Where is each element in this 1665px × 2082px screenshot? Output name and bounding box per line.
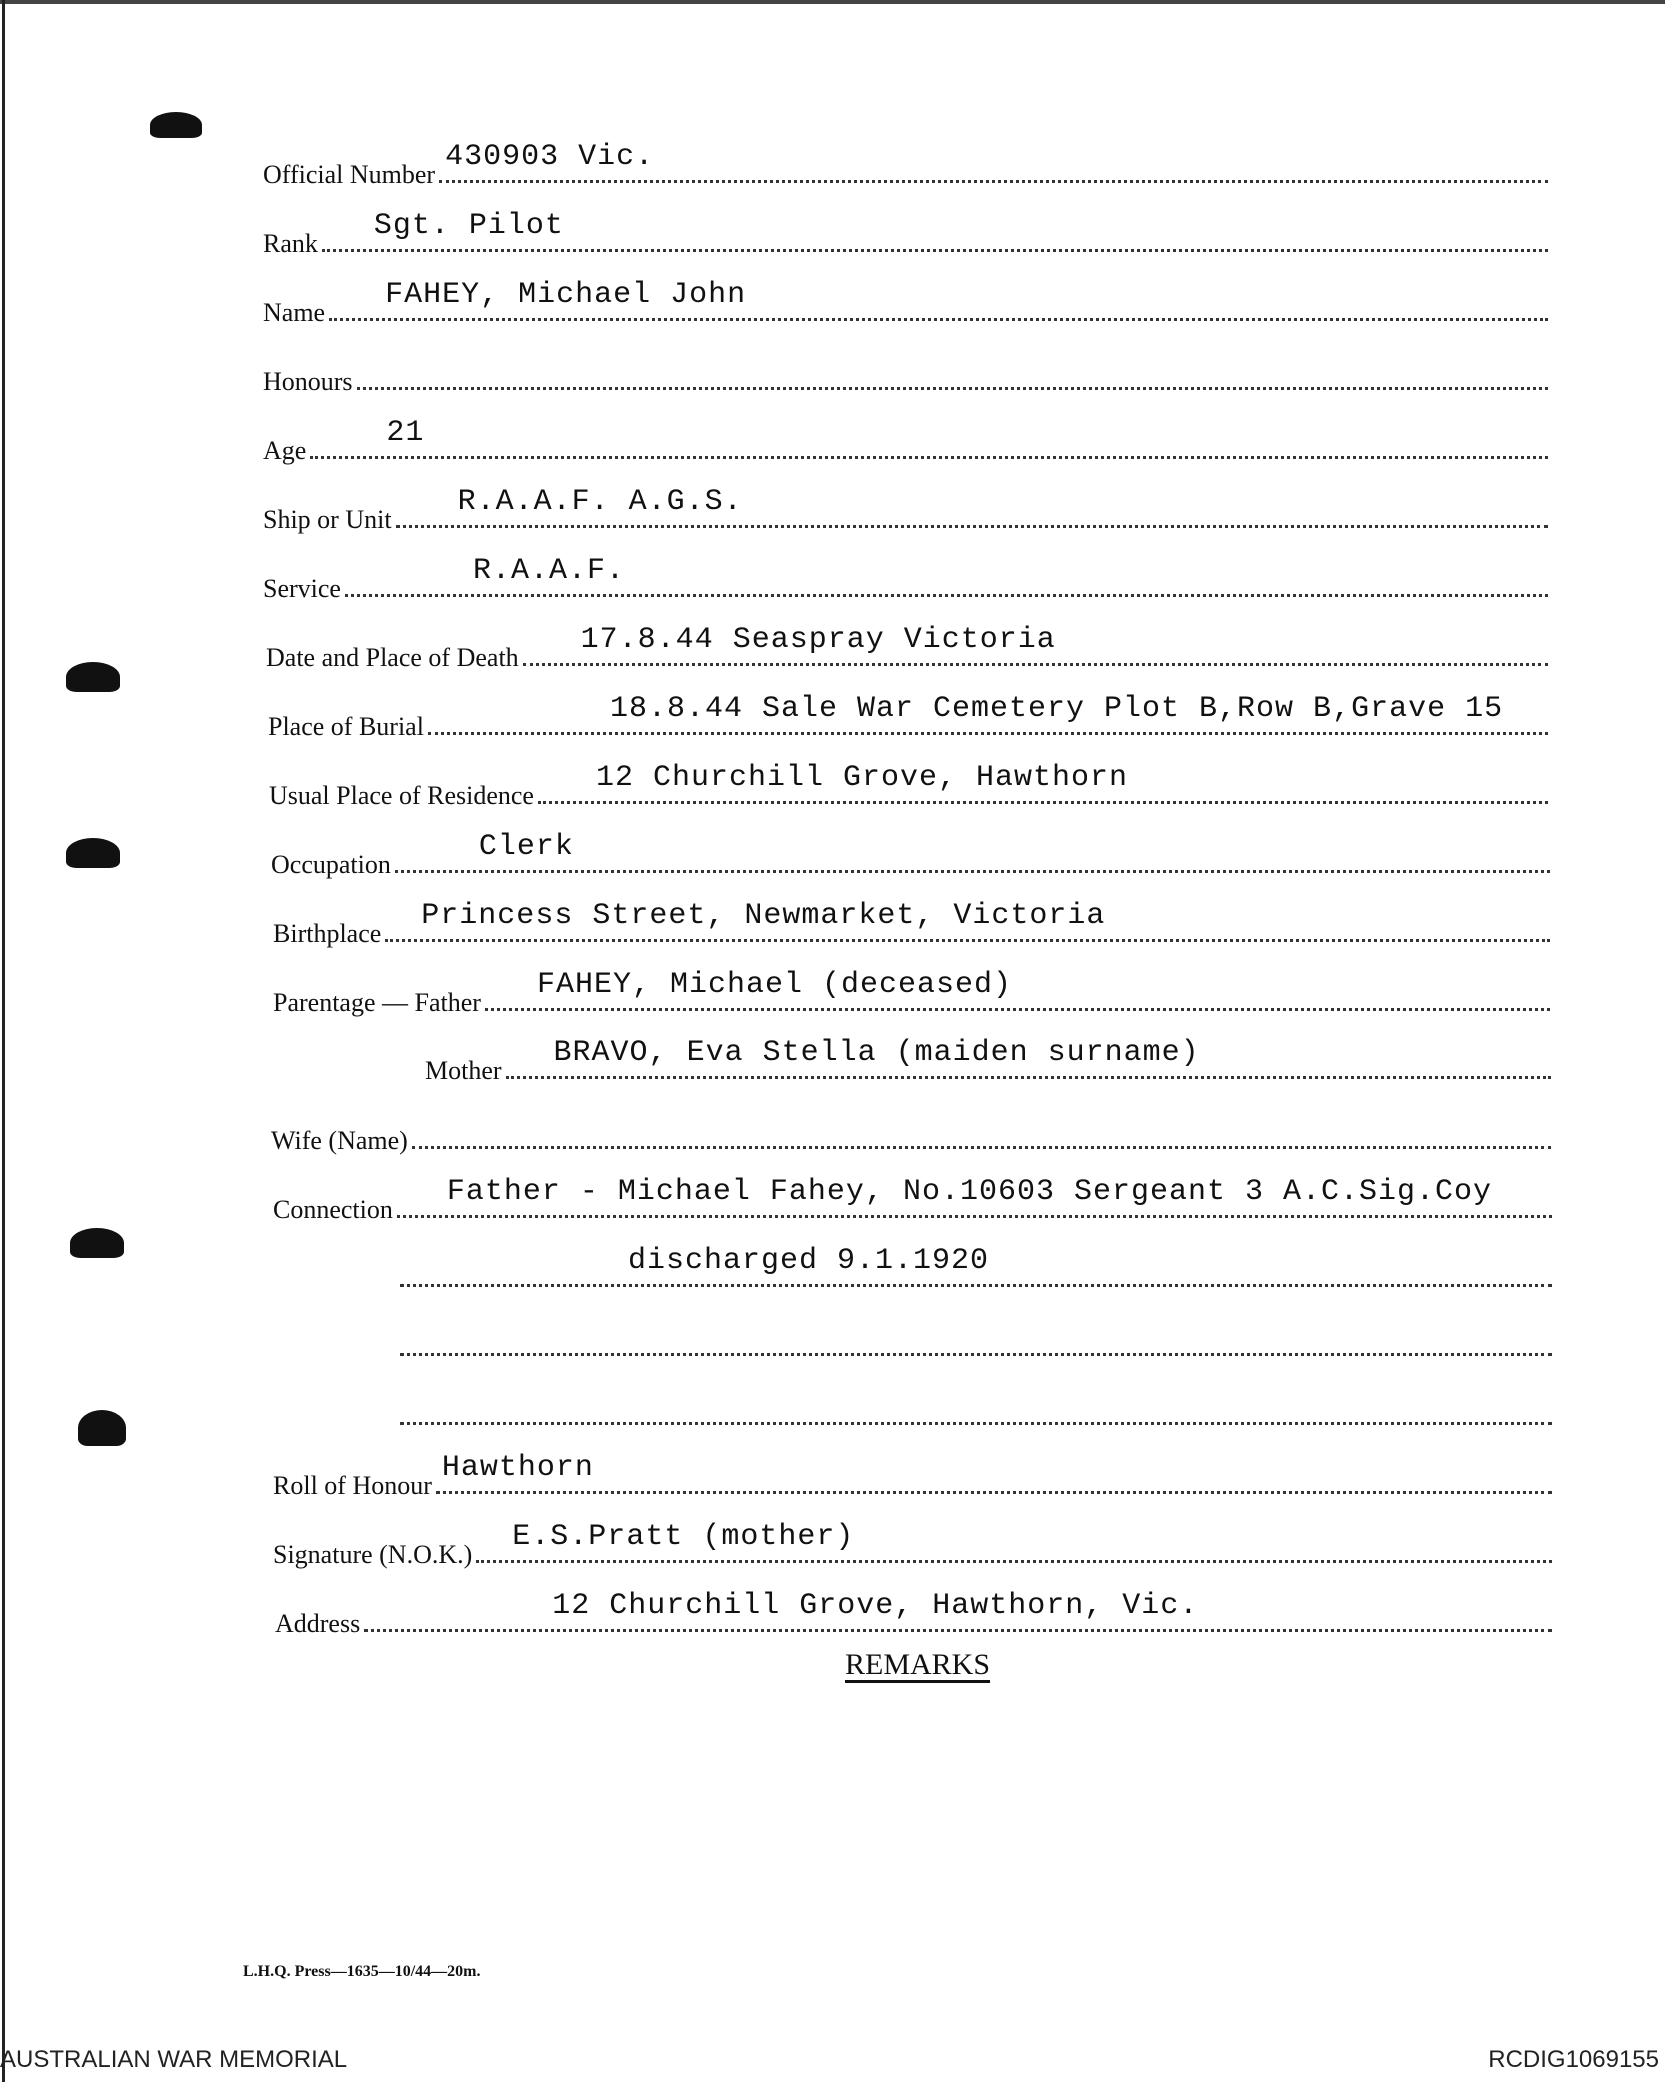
field-roll-of-honour xyxy=(273,1451,1552,1505)
field-address xyxy=(275,1589,1552,1643)
field-label: Address xyxy=(275,1609,361,1638)
field-line xyxy=(357,357,1548,390)
punch-hole-2 xyxy=(66,662,120,692)
field-name xyxy=(263,278,1548,332)
field-value: Princess Street, Newmarket, Victoria xyxy=(421,899,1106,933)
field-value: Clerk xyxy=(478,830,574,864)
field-age xyxy=(263,416,1548,470)
field-label: Honours xyxy=(263,367,353,396)
field-label: Name xyxy=(263,298,326,327)
field-place-of-burial xyxy=(268,692,1548,746)
field-line xyxy=(364,1589,1552,1632)
field-value: Hawthorn xyxy=(441,1451,594,1485)
field-line xyxy=(412,1116,1551,1149)
field-value: Sgt. Pilot xyxy=(373,209,564,243)
footer-record-id: RCDIG1069155 xyxy=(1488,2046,1659,2073)
footer-archive-name: AUSTRALIAN WAR MEMORIAL xyxy=(0,2046,348,2073)
field-line xyxy=(436,1451,1552,1494)
field-official-number xyxy=(263,140,1548,194)
field-label: Official Number xyxy=(263,160,436,189)
page-top-edge xyxy=(0,0,1665,4)
field-line xyxy=(395,830,1550,873)
field-label: Parentage — Father xyxy=(273,988,481,1017)
field-line xyxy=(400,1323,1552,1356)
field-label: Mother xyxy=(425,1056,502,1085)
field-value: 17.8.44 Seaspray Victoria xyxy=(580,623,1056,657)
field-value: FAHEY, Michael (deceased) xyxy=(536,968,1013,1002)
field-label: Roll of Honour xyxy=(273,1471,432,1500)
field-value: discharged 9.1.1920 xyxy=(628,1244,990,1278)
field-label: Connection xyxy=(273,1195,393,1224)
field-ship-or-unit xyxy=(263,485,1548,539)
field-value: BRAVO, Eva Stella (maiden surname) xyxy=(553,1036,1200,1070)
field-value: FAHEY, Michael John xyxy=(385,278,747,312)
field-value: 21 xyxy=(386,416,425,450)
field-value: E.S.Pratt (mother) xyxy=(512,1520,855,1554)
field-value: 18.8.44 Sale War Cemetery Plot B,Row B,Grave 15 xyxy=(609,692,1504,726)
field-line xyxy=(310,416,1548,459)
field-connection-line-4 xyxy=(400,1392,1552,1436)
punch-hole-4 xyxy=(70,1228,124,1258)
field-label: Occupation xyxy=(271,850,391,879)
field-label: Age xyxy=(263,436,307,465)
field-line xyxy=(385,899,1550,942)
field-line xyxy=(439,140,1548,183)
field-line xyxy=(400,1244,1552,1287)
field-line xyxy=(329,278,1548,321)
remarks-heading: REMARKS xyxy=(845,1648,991,1681)
field-line xyxy=(322,209,1548,252)
field-connection-line-3 xyxy=(400,1323,1552,1367)
field-line xyxy=(345,554,1548,597)
field-value: R.A.A.F. xyxy=(472,554,625,588)
field-line xyxy=(400,1392,1552,1425)
field-label: Date and Place of Death xyxy=(266,643,519,672)
field-line xyxy=(523,623,1548,666)
field-label: Ship or Unit xyxy=(263,505,392,534)
field-label: Birthplace xyxy=(273,919,382,948)
field-line xyxy=(485,968,1550,1011)
field-wife xyxy=(271,1116,1551,1160)
field-label: Wife (Name) xyxy=(271,1126,408,1155)
field-rank xyxy=(263,209,1548,263)
field-line xyxy=(396,485,1548,528)
field-date-place-death xyxy=(266,623,1548,677)
field-label: Usual Place of Residence xyxy=(269,781,534,810)
field-connection-line-2 xyxy=(400,1244,1552,1298)
field-service xyxy=(263,554,1548,608)
field-label: Service xyxy=(263,574,341,603)
punch-hole-3 xyxy=(66,838,120,868)
press-note: L.H.Q. Press—1635—10/44—20m. xyxy=(243,1963,481,1980)
field-usual-residence xyxy=(269,761,1548,815)
field-line xyxy=(538,761,1548,804)
field-line xyxy=(506,1036,1551,1079)
field-line xyxy=(476,1520,1552,1563)
field-value: R.A.A.F. A.G.S. xyxy=(457,485,743,519)
field-connection xyxy=(273,1175,1552,1229)
field-value: 430903 Vic. xyxy=(445,140,655,174)
field-occupation xyxy=(271,830,1550,884)
field-label: Place of Burial xyxy=(268,712,424,741)
field-honours xyxy=(263,357,1548,401)
field-value: 12 Churchill Grove, Hawthorn, Vic. xyxy=(552,1589,1199,1623)
field-birthplace xyxy=(273,899,1550,953)
punch-hole-5 xyxy=(78,1410,126,1446)
field-label: Rank xyxy=(263,229,318,258)
field-label: Signature (N.O.K.) xyxy=(273,1540,473,1569)
page-left-edge xyxy=(2,0,11,2082)
field-value: 12 Churchill Grove, Hawthorn xyxy=(595,761,1129,795)
field-parentage-father xyxy=(273,968,1550,1022)
field-mother xyxy=(425,1036,1551,1090)
field-line xyxy=(397,1175,1552,1218)
field-line xyxy=(428,692,1548,735)
field-signature xyxy=(273,1520,1552,1574)
punch-hole-1 xyxy=(150,112,202,138)
field-value: Father - Michael Fahey, No.10603 Sergeant 3 A.C.Sig.Coy xyxy=(446,1175,1493,1209)
